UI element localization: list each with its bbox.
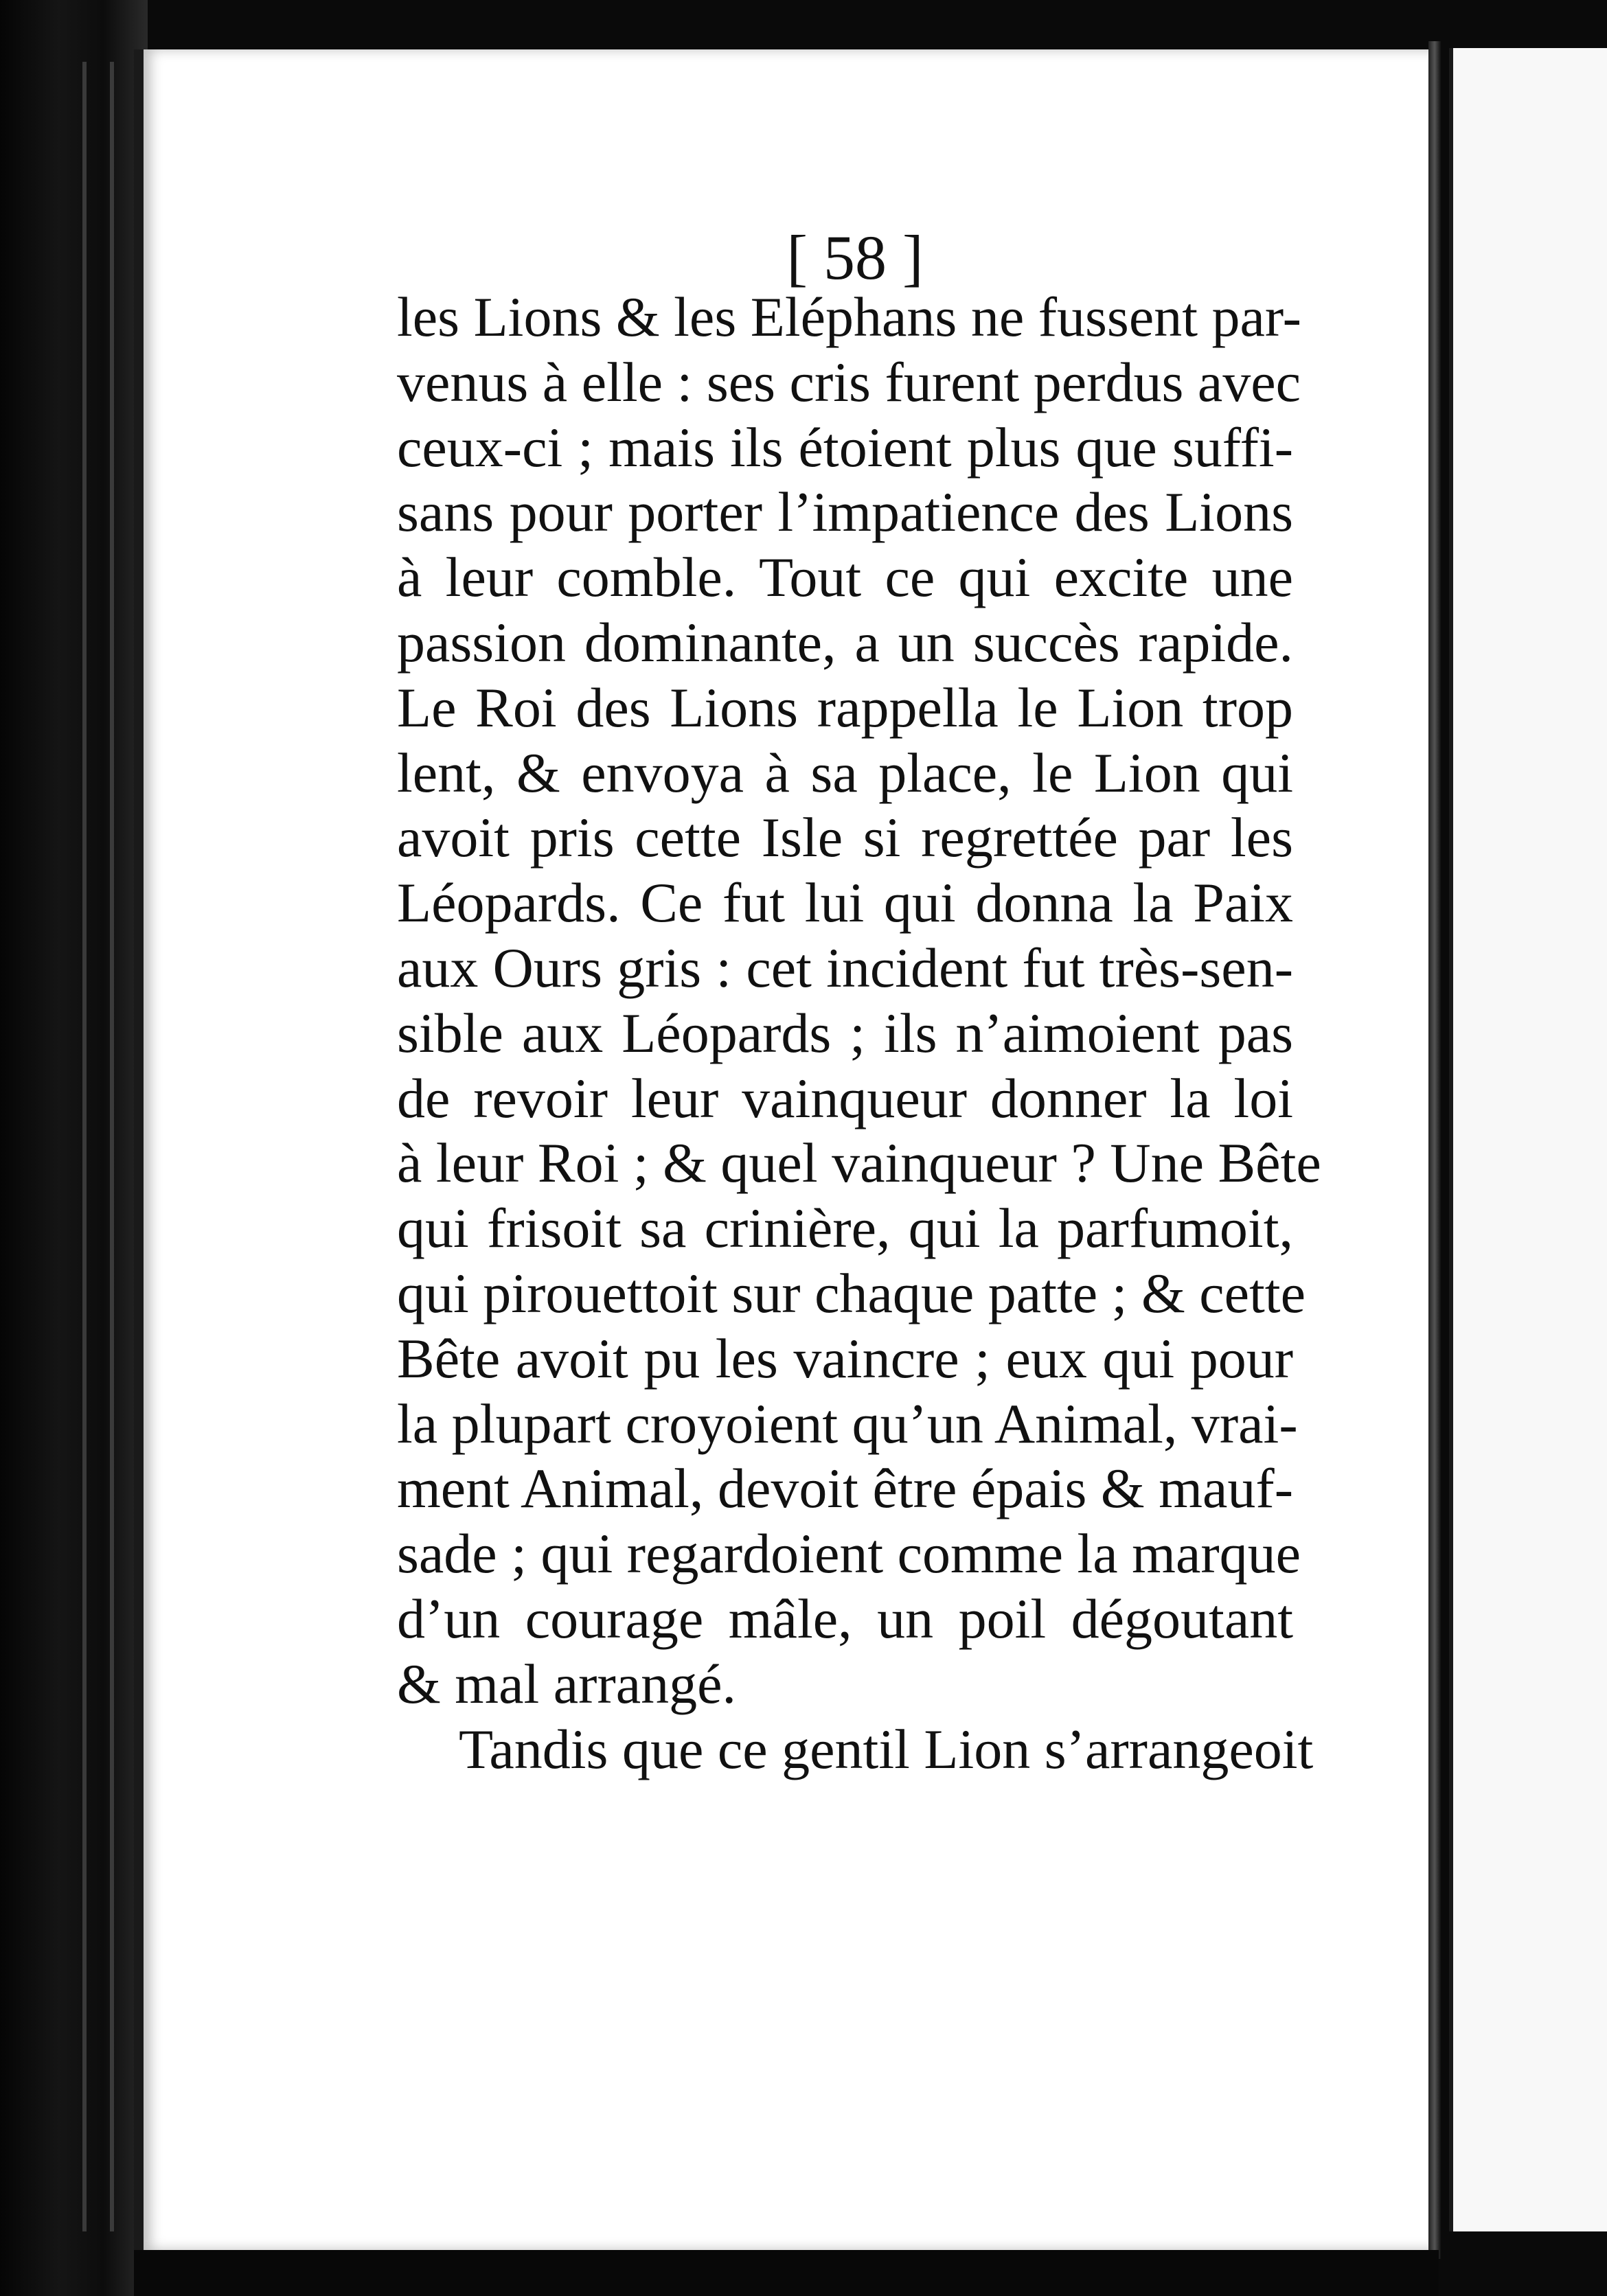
text-line: la plupart croyoient qu’un Animal, vrai- — [397, 1392, 1298, 1455]
text-line: venus à elle : ses cris furent perdus avec — [397, 350, 1301, 413]
book-spine-shadow — [0, 0, 148, 2296]
text-line: aux Ours gris : cet incident fut très-sen- — [397, 936, 1293, 999]
text-line: & mal arrangé. — [397, 1652, 737, 1715]
facing-page-edge — [1449, 48, 1607, 2231]
text-line: à leur Roi ; & quel vainqueur ? Une Bête — [397, 1132, 1321, 1195]
text-line: passion dominante, a un succès rapide. — [397, 610, 1293, 674]
text-line: sible aux Léopards ; ils n’aimoient pas — [397, 1001, 1293, 1064]
text-line: sade ; qui regardoient comme la marque — [397, 1522, 1301, 1585]
text-line: Le Roi des Lions rappella le Lion trop — [397, 676, 1293, 739]
spine-line — [110, 62, 114, 2231]
text-line: qui frisoit sa crinière, qui la parfumoit, — [397, 1197, 1293, 1260]
text-line: Bête avoit pu les vaincre ; eux qui pour — [397, 1327, 1293, 1390]
page-text — [397, 285, 1321, 1782]
text-line: qui pirouettoit sur chaque patte ; & cette — [397, 1261, 1306, 1324]
text-line: lent, & envoya à sa place, le Lion qui — [397, 741, 1293, 804]
scan-border — [134, 2250, 1439, 2296]
text-line: sans pour porter l’impatience des Lions — [397, 481, 1293, 544]
text-line: d’un courage mâle, un poil dégoutant — [397, 1587, 1293, 1650]
text-line: les Lions & les Eléphans ne fussent par- — [397, 286, 1301, 348]
page-number: [ 58 ] — [786, 222, 924, 292]
text-line: Tandis que ce gentil Lion s’arrangeoit — [459, 1717, 1314, 1780]
text-line: avoit pris cette Isle si regrettée par les — [397, 806, 1293, 869]
text-line: de revoir leur vainqueur donner la loi — [397, 1066, 1293, 1129]
text-line: ceux-ci ; mais ils étoient plus que suffi- — [397, 415, 1293, 479]
spine-line — [82, 62, 87, 2231]
text-line: à leur comble. Tout ce qui excite une — [397, 546, 1293, 609]
page-edge — [1428, 41, 1441, 2259]
text-line: Léopards. Ce fut lui qui donna la Paix — [397, 871, 1293, 934]
text-line: ment Animal, devoit être épais & mauf- — [397, 1457, 1293, 1520]
